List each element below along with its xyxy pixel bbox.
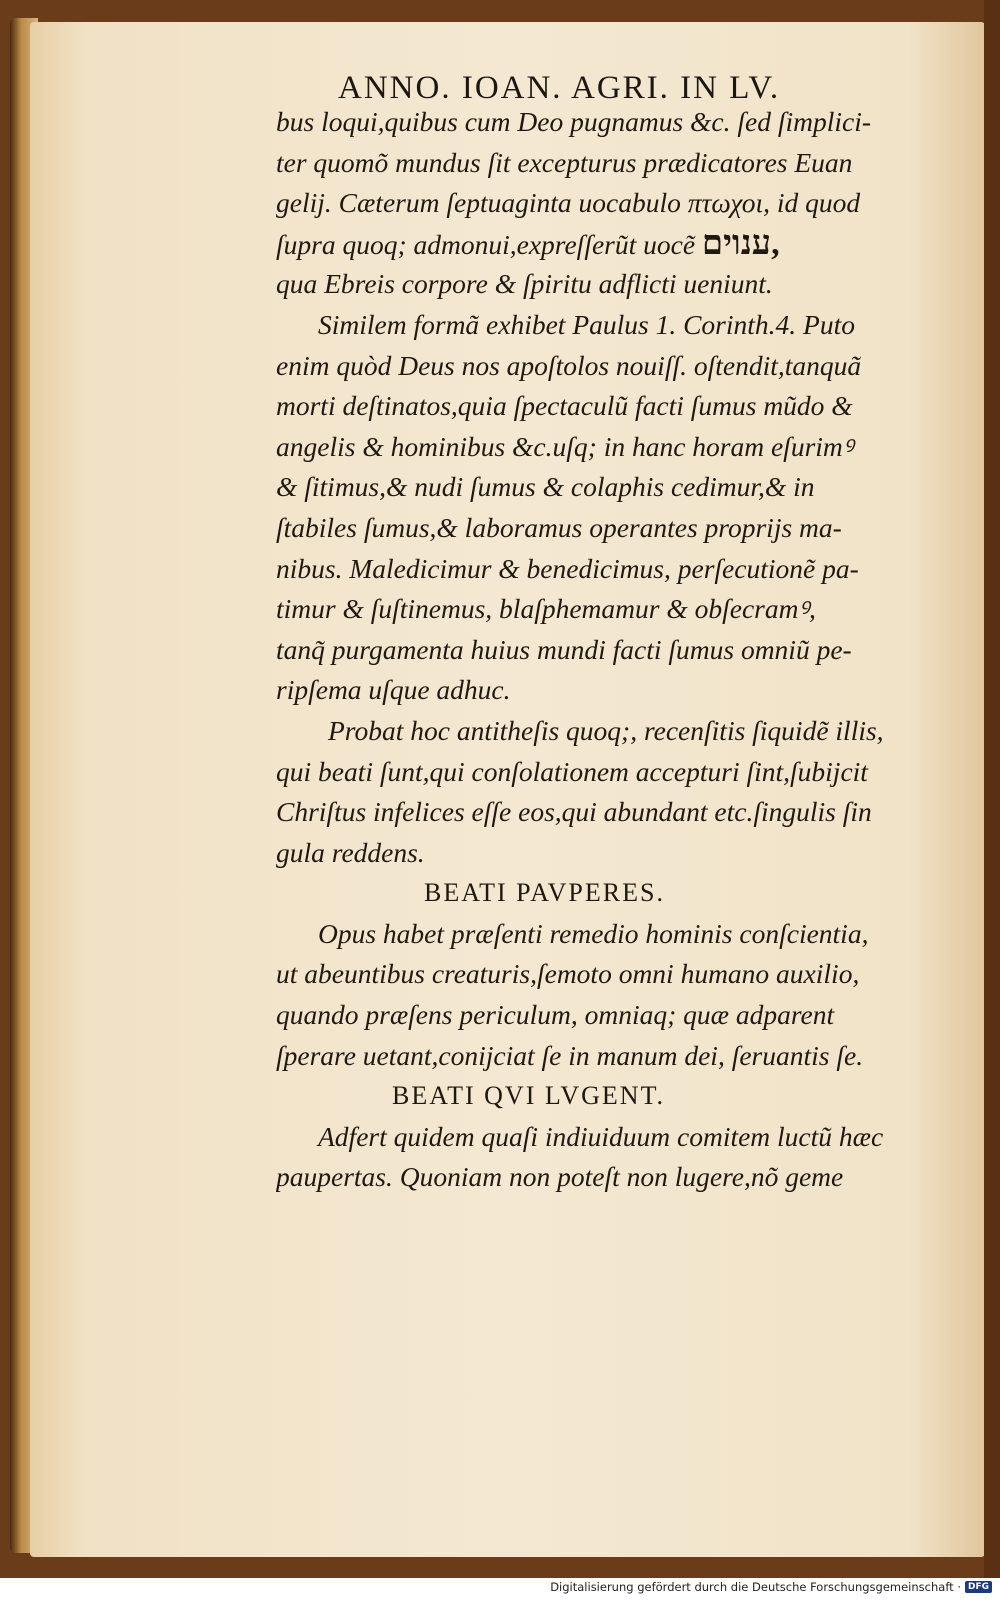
text-line: ſtabiles ſumus,& laboramus operantes proprijs ma- bbox=[276, 511, 842, 543]
hebrew-punct: , bbox=[771, 224, 780, 262]
section-heading: BEATI QVI LVGENT. bbox=[392, 1081, 666, 1111]
footer bbox=[550, 1580, 992, 1594]
text-line: & ſitimus,& nudi ſumus & colaphis cedimur,& in bbox=[276, 471, 815, 503]
text-line: gula reddens. bbox=[276, 836, 425, 868]
text-line: Chriſtus infelices eſſe eos,qui abundant etc.ſingulis ſin bbox=[276, 796, 872, 828]
text-line: ut abeuntibus creaturis,ſemoto omni humano auxilio, bbox=[276, 958, 860, 990]
book-binding-strip bbox=[984, 0, 1000, 1578]
text-line: ſperare uetant,conijciat ſe in manum dei, ſeruantis ſe. bbox=[276, 1039, 864, 1071]
text-line: timur & ſuſtinemus, blaſphemamur & obſecramꝰ, bbox=[276, 593, 816, 625]
text-line-with-hebrew bbox=[276, 224, 951, 265]
text-line: Probat hoc antitheſis quoq;, recenſitis ſiquidẽ illis, bbox=[328, 714, 884, 746]
section-heading: BEATI PAVPERES. bbox=[424, 878, 665, 908]
text-line: Adfert quidem quaſi indiuiduum comitem luctũ hæc bbox=[318, 1120, 884, 1152]
text-line: Opus habet præſenti remedio hominis conſcientia, bbox=[318, 917, 869, 949]
dfg-logo: DFG bbox=[965, 1581, 992, 1593]
text-line: angelis & hominibus &c.uſq; in hanc horam eſurimꝰ bbox=[276, 430, 854, 462]
funding-credit: Digitalisierung gefördert durch die Deutsche Forschungsgemeinschaft · bbox=[550, 1580, 961, 1594]
text-line: ripſema uſque adhuc. bbox=[276, 674, 511, 706]
text-block bbox=[276, 102, 951, 1198]
text-line: gelij. Cæterum ſeptuaginta uocabulo πτωχοι, id quod bbox=[276, 187, 861, 219]
text-line: qua Ebreis corpore & ſpiritu adflicti ueniunt. bbox=[276, 268, 773, 300]
text-line: nibus. Maledicimur & benedicimus, perſecutionẽ pa- bbox=[276, 552, 859, 584]
text-line: ter quomõ mundus ſit excepturus prædicatores Euan bbox=[276, 146, 853, 178]
text-line-part: ſupra quoq; admonui,expreſſerũt uocẽ bbox=[276, 228, 696, 260]
text-line: quando præſens periculum, omniaq; quæ adparent bbox=[276, 999, 835, 1031]
text-line: paupertas. Quoniam non poteſt non lugere,nõ geme bbox=[276, 1161, 844, 1193]
text-line: tanq̃ purgamenta huius mundi facti ſumus omniũ pe- bbox=[276, 633, 852, 665]
text-line: Similem formã exhibet Paulus 1. Corinth.4. Puto bbox=[318, 308, 855, 340]
running-head: ANNO. IOAN. AGRI. IN LV. bbox=[338, 70, 781, 106]
text-line: enim quòd Deus nos apoſtolos nouiſſ. oſtendit,tanquã bbox=[276, 349, 862, 381]
text-line: qui beati ſunt,qui conſolationem accepturi ſint,ſubijcit bbox=[276, 755, 868, 787]
text-line: bus loqui,quibus cum Deo pugnamus &c. ſed ſimplici- bbox=[276, 106, 872, 137]
text-line: morti deſtinatos,quia ſpectaculũ facti ſumus mũdo & bbox=[276, 390, 853, 422]
hebrew-word: ענוים bbox=[701, 224, 772, 262]
